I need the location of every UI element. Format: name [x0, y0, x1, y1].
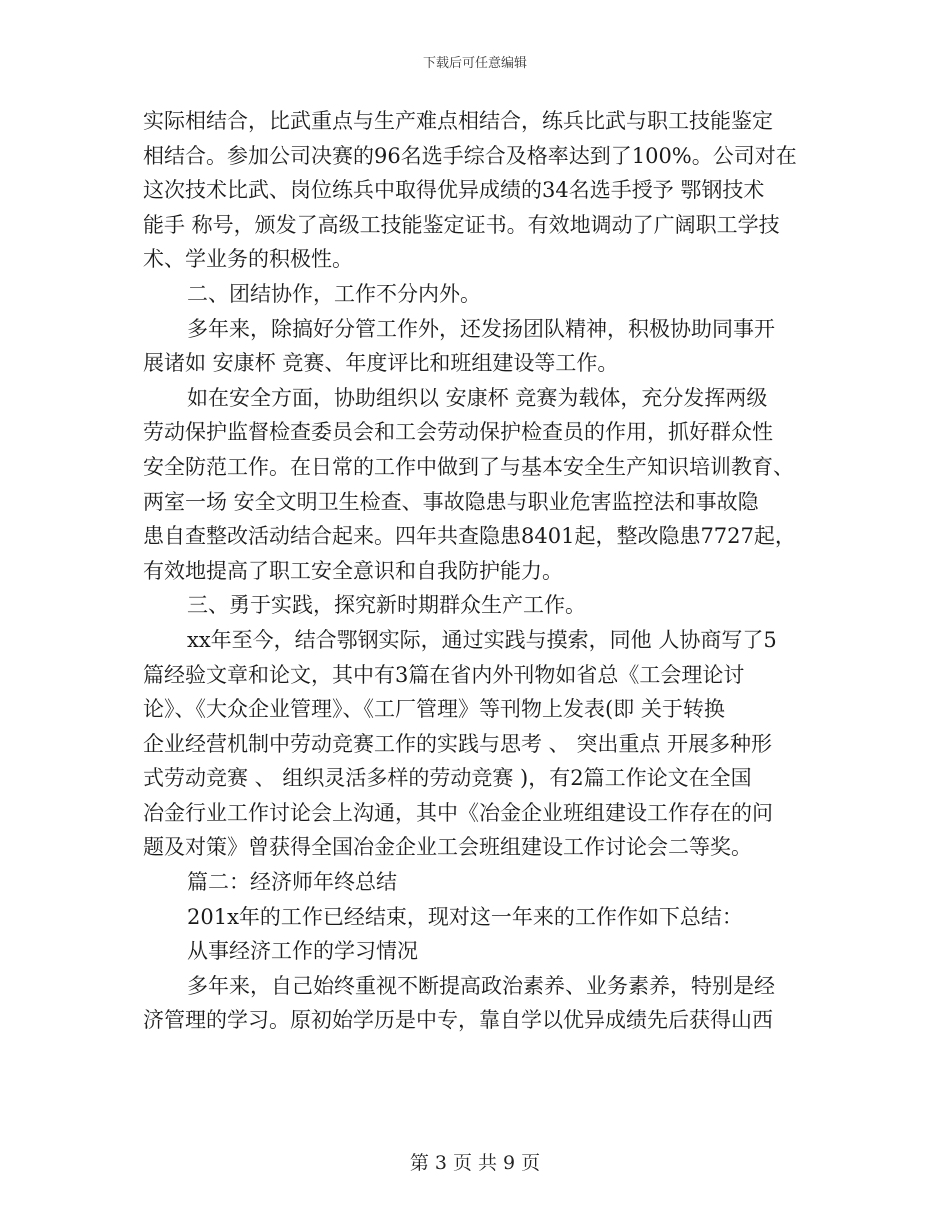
text-line: 相结合。参加公司决赛的96名选手综合及格率达到了100%。公司对在	[143, 143, 797, 168]
section-heading: 三、勇于实践，探究新时期群众生产工作。	[187, 593, 586, 618]
subsection-heading: 从事经济工作的学习情况	[187, 939, 418, 964]
page-header-note: 下载后可任意编辑	[422, 56, 527, 71]
text-line: 201x年的工作已经结束，现对这一年来的工作作如下总结：	[187, 904, 743, 929]
document-body	[143, 104, 808, 1038]
text-line: 企业经营机制中劳动竞赛工作的实践与思考 、 突出重点 开展多种形	[143, 731, 773, 756]
section-heading: 篇二：经济师年终总结	[187, 870, 397, 895]
text-line: 式劳动竞赛 、 组织灵活多样的劳动竞赛 )，有2篇工作论文在全国	[143, 766, 752, 791]
text-line: 这次技术比武、岗位练兵中取得优异成绩的34名选手授予 鄂钢技术	[143, 178, 765, 203]
text-line: 两室一场 安全文明卫生检查、事故隐患与职业危害监控法和事故隐	[143, 489, 759, 514]
section-heading: 二、团结协作，工作不分内外。	[187, 281, 481, 306]
text-line: 济管理的学习。原初始学历是中专，靠自学以优异成绩先后获得山西	[143, 1008, 773, 1033]
text-line: xx年至今，结合鄂钢实际，通过实践与摸索，同他 人协商写了5	[187, 627, 777, 652]
text-line: 患自查整改活动结合起来。四年共查隐患8401起，整改隐患7727起，	[143, 524, 796, 549]
text-line: 多年来，自己始终重视不断提高政治素养、业务素养，特别是经	[187, 973, 775, 998]
text-line: 题及对策》曾获得全国冶金企业工会班组建设工作讨论会二等奖。	[143, 835, 752, 860]
text-line: 术、学业务的积极性。	[143, 247, 353, 272]
text-line: 实际相结合，比武重点与生产难点相结合，练兵比武与职工技能鉴定	[143, 109, 773, 133]
text-line: 多年来，除搞好分管工作外，还发扬团队精神，积极协助同事开	[187, 316, 775, 341]
text-line: 安全防范工作。在日常的工作中做到了与基本安全生产知识培训教育、	[143, 454, 794, 479]
text-line: 冶金行业工作讨论会上沟通，其中《冶金企业班组建设工作存在的问	[143, 800, 773, 825]
text-line: 劳动保护监督检查委员会和工会劳动保护检查员的作用，抓好群众性	[143, 420, 773, 445]
text-line: 如在安全方面，协助组织以 安康杯 竞赛为载体，充分发挥两级	[187, 385, 768, 410]
text-line: 展诸如 安康杯 竞赛、年度评比和班组建设等工作。	[143, 351, 619, 376]
page-number: 第 3 页 共 9 页	[409, 1152, 541, 1174]
text-line: 有效地提高了职工安全意识和自我防护能力。	[143, 558, 563, 583]
text-line: 论》、《大众企业管理》、《工厂管理》等刊物上发表(即 关于转换	[143, 697, 725, 722]
text-line: 篇经验文章和论文，其中有3篇在省内外刊物如省总《工会理论讨	[143, 662, 745, 687]
text-line: 能手 称号，颁发了高级工技能鉴定证书。有效地调动了广阔职工学技	[143, 212, 780, 237]
